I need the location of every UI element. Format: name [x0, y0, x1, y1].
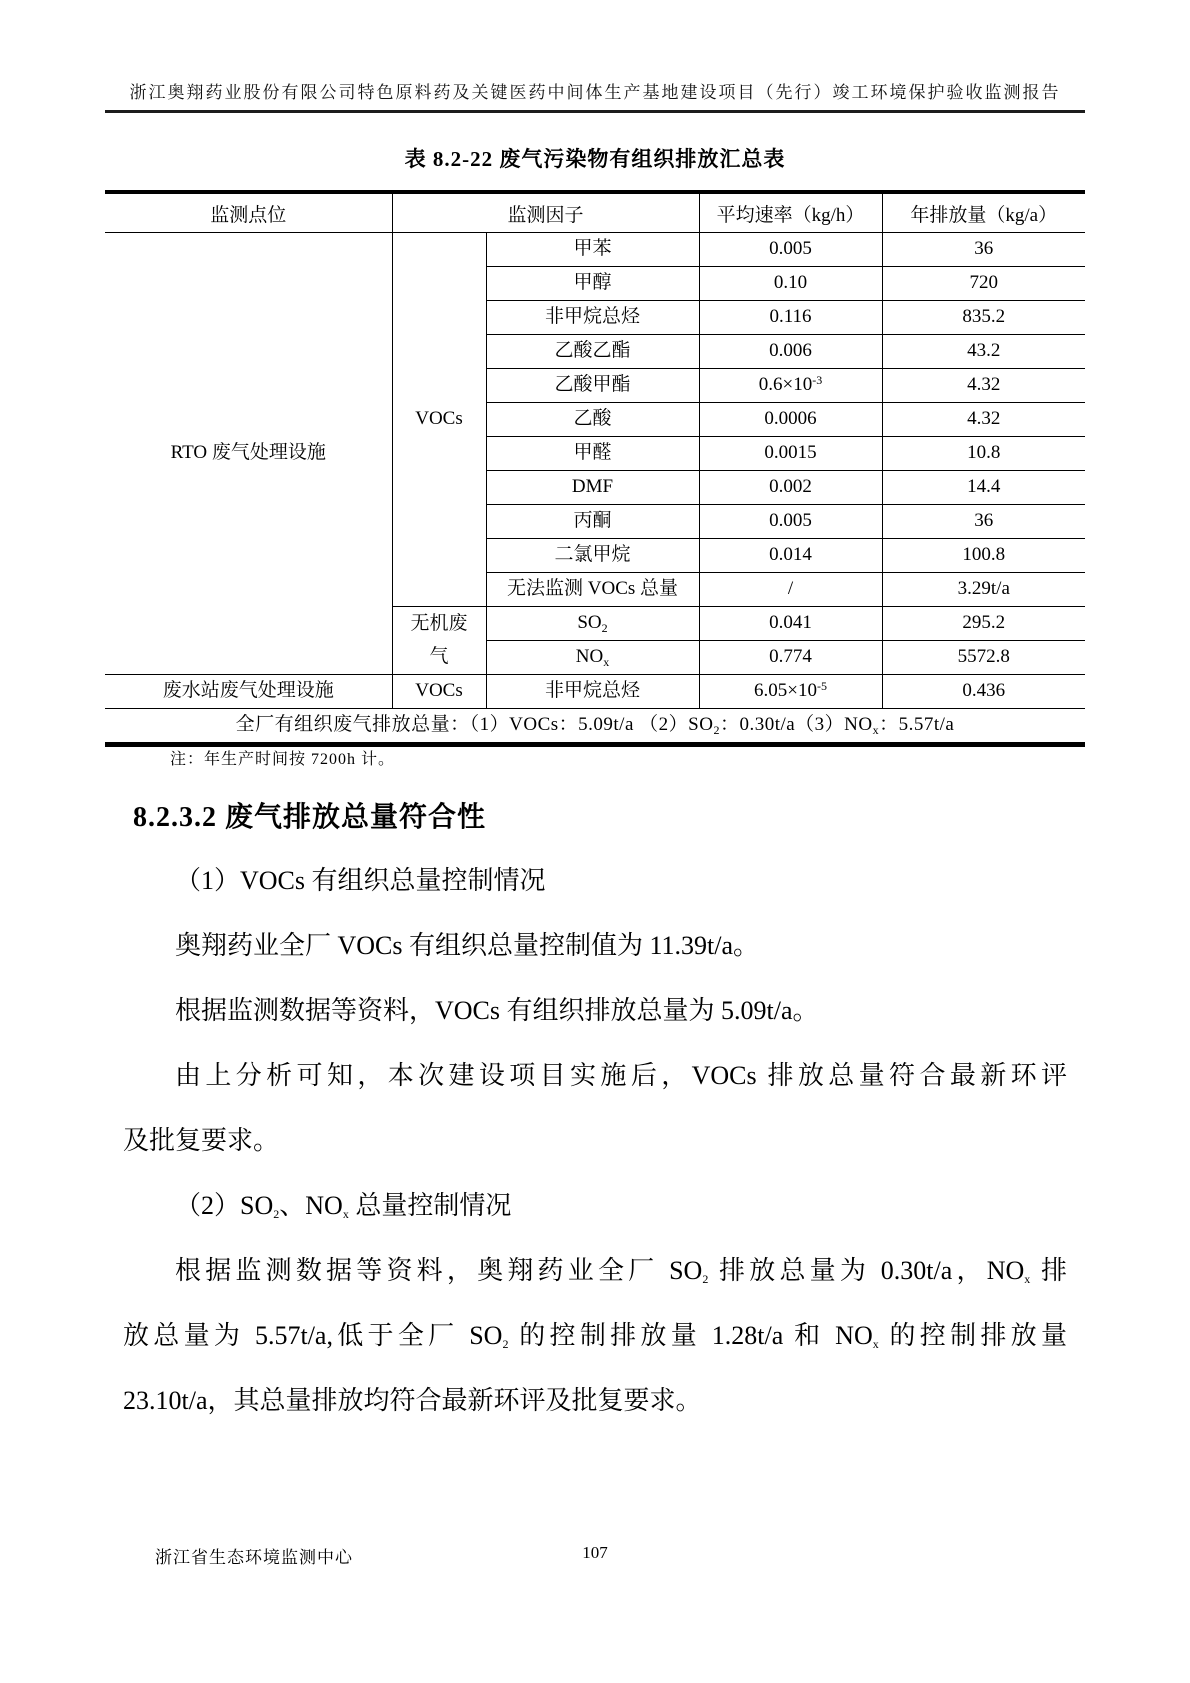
factor-cell: 乙酸甲酯 [486, 369, 699, 403]
paragraph-line: 放总量为 5.57t/a,低于全厂 $SO_2$ 的控制排放量 1.28t/a 和 $NO_x$ 的控制排放量 [123, 1321, 1067, 1351]
paragraph-line: 根据监测数据等资料，奥翔药业全厂 $SO_2$ 排放总量为 0.30t/a，$NO_x$ 排 [175, 1256, 1067, 1286]
subscript: x [1024, 1272, 1031, 1286]
table-header-row [105, 192, 1085, 233]
annual-cell: 0.436 [882, 675, 1085, 709]
rate-cell: 0.014 [699, 539, 882, 573]
annual-cell: 835.2 [882, 301, 1085, 335]
page-number: 107 [582, 1543, 608, 1562]
paragraph-line: 23.10t/a，其总量排放均符合最新环评及批复要求。 [123, 1386, 702, 1415]
factor-cell: 无法监测 VOCs 总量 [486, 573, 699, 607]
group-cell-vocs: VOCs [392, 233, 486, 607]
rate-cell: / [699, 573, 882, 607]
annual-cell: 100.8 [882, 539, 1085, 573]
subscript: x [342, 1207, 349, 1221]
factor-cell: 甲苯 [486, 233, 699, 267]
rate-cell: 0.774 [699, 641, 882, 675]
table-row [105, 233, 1085, 267]
annual-cell: 720 [882, 267, 1085, 301]
group-cell-vocs2: VOCs [392, 675, 486, 709]
rate-cell: 0.0015 [699, 437, 882, 471]
rate-cell: $0.6\times 10^{-3}$ [699, 369, 882, 403]
summary-cell: 全厂有组织废气排放总量：（1）VOCs：5.09t/a $(2)SO_2$：$0.30t/a(3)NO_x$：5.57t/a [105, 709, 1085, 745]
header-rule [105, 110, 1085, 113]
subscript: 2 [502, 1337, 509, 1351]
annual-cell: 43.2 [882, 335, 1085, 369]
table-title: 表 8.2-22 废气污染物有组织排放汇总表 [404, 147, 786, 171]
header-annual: 年排放量（kg/a） [882, 192, 1085, 233]
paragraph-line: 根据监测数据等资料，VOCs 有组织排放总量为 5.09t/a。 [175, 996, 819, 1025]
subscript: 2 [601, 621, 608, 636]
subscript: x [872, 1337, 879, 1351]
paragraph-line: 及批复要求。 [123, 1126, 280, 1155]
header-rate: 平均速率（kg/h） [699, 192, 882, 233]
rate-cell: 0.116 [699, 301, 882, 335]
subscript: x [603, 655, 610, 670]
site-cell-rto: RTO 废气处理设施 [105, 233, 392, 675]
section-heading: 8.2.3.2 废气排放总量符合性 [133, 802, 487, 833]
factor-cell: 丙酮 [486, 505, 699, 539]
footer-org: 浙江省生态环境监测中心 [155, 1548, 353, 1567]
annual-cell: 4.32 [882, 369, 1085, 403]
annual-cell: 295.2 [882, 607, 1085, 641]
paragraph-line: $(2)SO_2$、$NO_x$ 总量控制情况 [175, 1191, 512, 1221]
group-cell-inorganic: 无机废气 [392, 607, 486, 675]
site-cell-wastewater: 废水站废气处理设施 [105, 675, 392, 709]
factor-cell: $NO_x$ [486, 641, 699, 675]
paragraph-line: （1）VOCs 有组织总量控制情况 [175, 866, 546, 895]
rate-cell: 0.002 [699, 471, 882, 505]
page-footer [105, 1543, 1085, 1573]
rate-cell: 0.10 [699, 267, 882, 301]
table-row [105, 675, 1085, 709]
rate-cell: 0.006 [699, 335, 882, 369]
rate-cell: 0.005 [699, 233, 882, 267]
header-factor: 监测因子 [392, 192, 699, 233]
annual-cell: 36 [882, 505, 1085, 539]
rate-cell: 0.005 [699, 505, 882, 539]
subscript: 2 [702, 1272, 709, 1286]
factor-cell: 乙酸乙酯 [486, 335, 699, 369]
annual-cell: 14.4 [882, 471, 1085, 505]
factor-cell: 甲醇 [486, 267, 699, 301]
factor-cell: 二氯甲烷 [486, 539, 699, 573]
subscript: 2 [713, 723, 720, 738]
factor-cell: $SO_2$ [486, 607, 699, 641]
table-summary-row [105, 709, 1085, 745]
table-note: 注：年生产时间按 7200h 计。 [170, 751, 396, 768]
header-site: 监测点位 [105, 192, 392, 233]
body-text [123, 848, 1067, 1433]
annual-cell: 3.29t/a [882, 573, 1085, 607]
subscript: 2 [273, 1207, 280, 1221]
annual-cell: 5572.8 [882, 641, 1085, 675]
factor-cell: 甲醛 [486, 437, 699, 471]
factor-cell: 乙酸 [486, 403, 699, 437]
exponent: -5 [817, 679, 827, 694]
rate-cell: $6.05\times 10^{-5}$ [699, 675, 882, 709]
subscript: x [872, 723, 880, 738]
annual-cell: 10.8 [882, 437, 1085, 471]
factor-cell: 非甲烷总烃 [486, 301, 699, 335]
factor-cell: DMF [486, 471, 699, 505]
exponent: -3 [812, 373, 823, 388]
rate-cell: 0.041 [699, 607, 882, 641]
rate-cell: 0.0006 [699, 403, 882, 437]
paragraph-line: 奥翔药业全厂 VOCs 有组织总量控制值为 11.39t/a。 [175, 931, 760, 960]
annual-cell: 4.32 [882, 403, 1085, 437]
paragraph-line: 由上分析可知，本次建设项目实施后，VOCs 排放总量符合最新环评 [175, 1061, 1067, 1090]
emissions-summary-table [105, 190, 1085, 747]
document-header: 浙江奥翔药业股份有限公司特色原料药及关键医药中间体生产基地建设项目（先行）竣工环境保护验收监测报告 [129, 83, 1061, 102]
factor-cell: 非甲烷总烃 [486, 675, 699, 709]
annual-cell: 36 [882, 233, 1085, 267]
